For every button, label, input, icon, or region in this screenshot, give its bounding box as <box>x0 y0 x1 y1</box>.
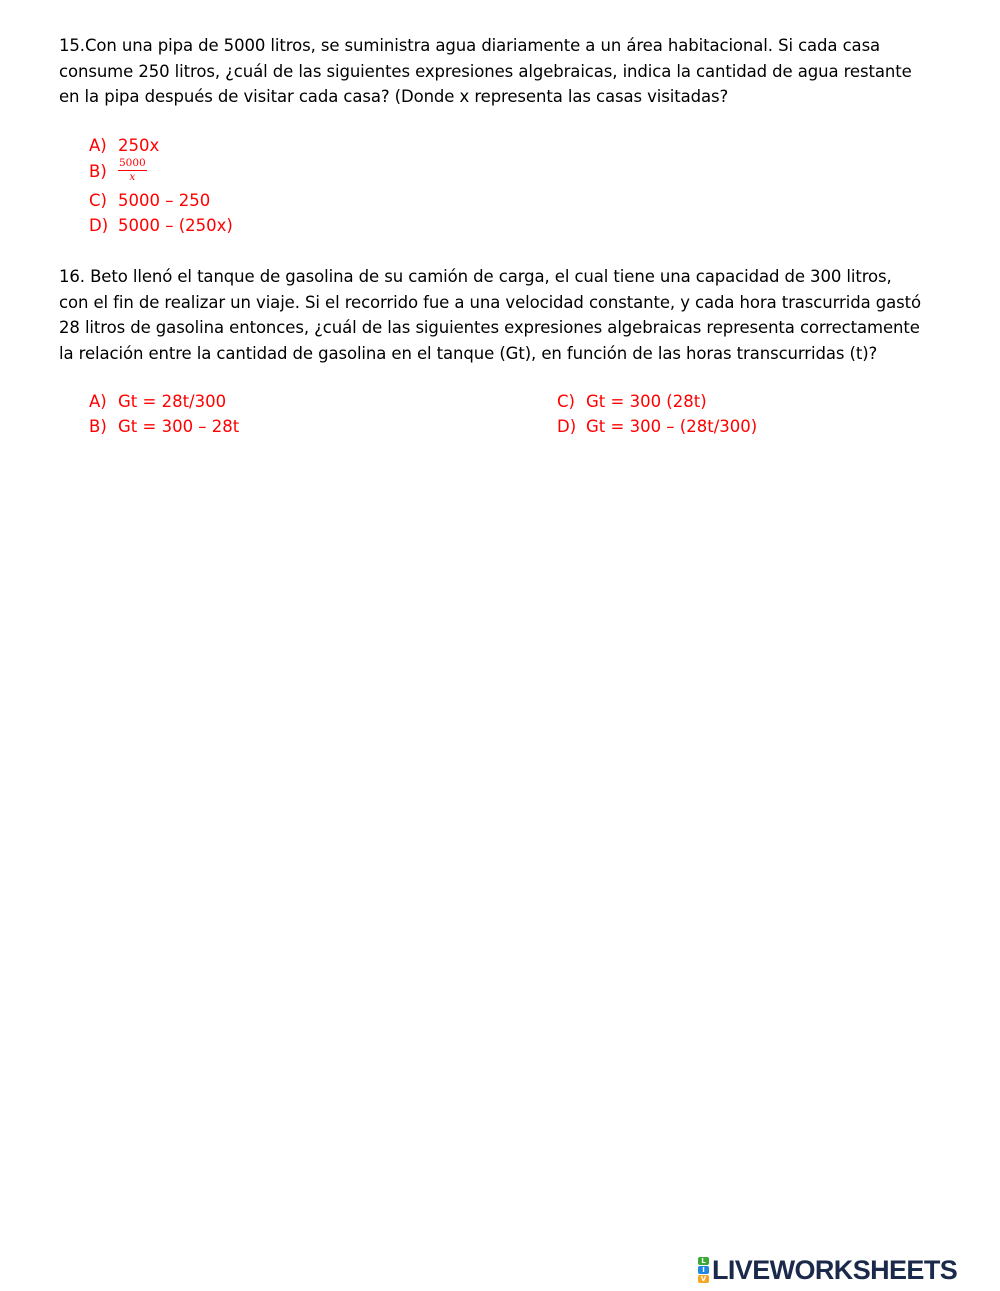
q15-option-c-text: 5000 – 250 <box>118 191 211 210</box>
logo-mark-v: V <box>698 1275 709 1283</box>
q16-option-a-text: Gt = 28t/300 <box>118 392 227 411</box>
q15-option-b-numerator: 5000 <box>119 157 146 169</box>
question-16-text: 16. Beto llenó el tanque de gasolina de su camión de carga, el cual tiene una capacidad de 300 litros, con el fin de realizar un viaje. Si el recorrido fue a una velocidad constante, y cada hora trascurrida gastó 28 litros de gasolina entonces, ¿cuál de las siguientes expresiones algebraicas representa correctamente la relación entre la cantidad de gasolina en el tanque (Gt), en función de las horas transcurridas (t)? <box>59 267 921 363</box>
question-15-text: 15.Con una pipa de 5000 litros, se suministra agua diariamente a un área habitacional. Si cada casa consume 250 litros, ¿cuál de las siguientes expresiones algebraicas, indica la cantidad de agua restante en la pipa después de visitar cada casa? (Donde x representa las casas visitadas? <box>59 36 912 106</box>
q16-option-b-letter: B) <box>89 417 107 436</box>
q15-option-d <box>89 213 233 238</box>
q16-option-d-letter: D) <box>557 417 577 436</box>
q15-option-b <box>89 159 147 185</box>
q15-option-c-letter: C) <box>89 191 107 210</box>
q15-option-d-letter: D) <box>89 216 109 235</box>
logo-mark-i: I <box>698 1266 709 1274</box>
q16-option-c <box>557 389 707 414</box>
q15-option-b-denominator: x <box>129 171 136 183</box>
q16-option-b-text: Gt = 300 – 28t <box>118 417 240 436</box>
q15-option-a-text: 250x <box>118 136 160 155</box>
liveworksheets-logo-text: LIVEWORKSHEETS <box>712 1254 958 1285</box>
q15-option-c <box>89 188 210 213</box>
q15-option-b-fraction <box>118 158 147 183</box>
q15-option-d-text: 5000 – (250x) <box>118 216 233 235</box>
q16-option-b <box>89 414 239 439</box>
q15-option-a <box>89 133 159 158</box>
q15-option-a-letter: A) <box>89 136 107 155</box>
q16-option-a-letter: A) <box>89 392 107 411</box>
q16-option-c-letter: C) <box>557 392 575 411</box>
liveworksheets-logo-mark <box>698 1257 709 1283</box>
liveworksheets-logo <box>698 1256 957 1284</box>
q15-option-b-letter: B) <box>89 162 107 181</box>
logo-mark-l: L <box>698 1257 709 1265</box>
q16-option-d-text: Gt = 300 – (28t/300) <box>586 417 758 436</box>
q16-option-d <box>557 414 757 439</box>
q16-option-c-text: Gt = 300 (28t) <box>586 392 707 411</box>
q16-option-a <box>89 389 226 414</box>
